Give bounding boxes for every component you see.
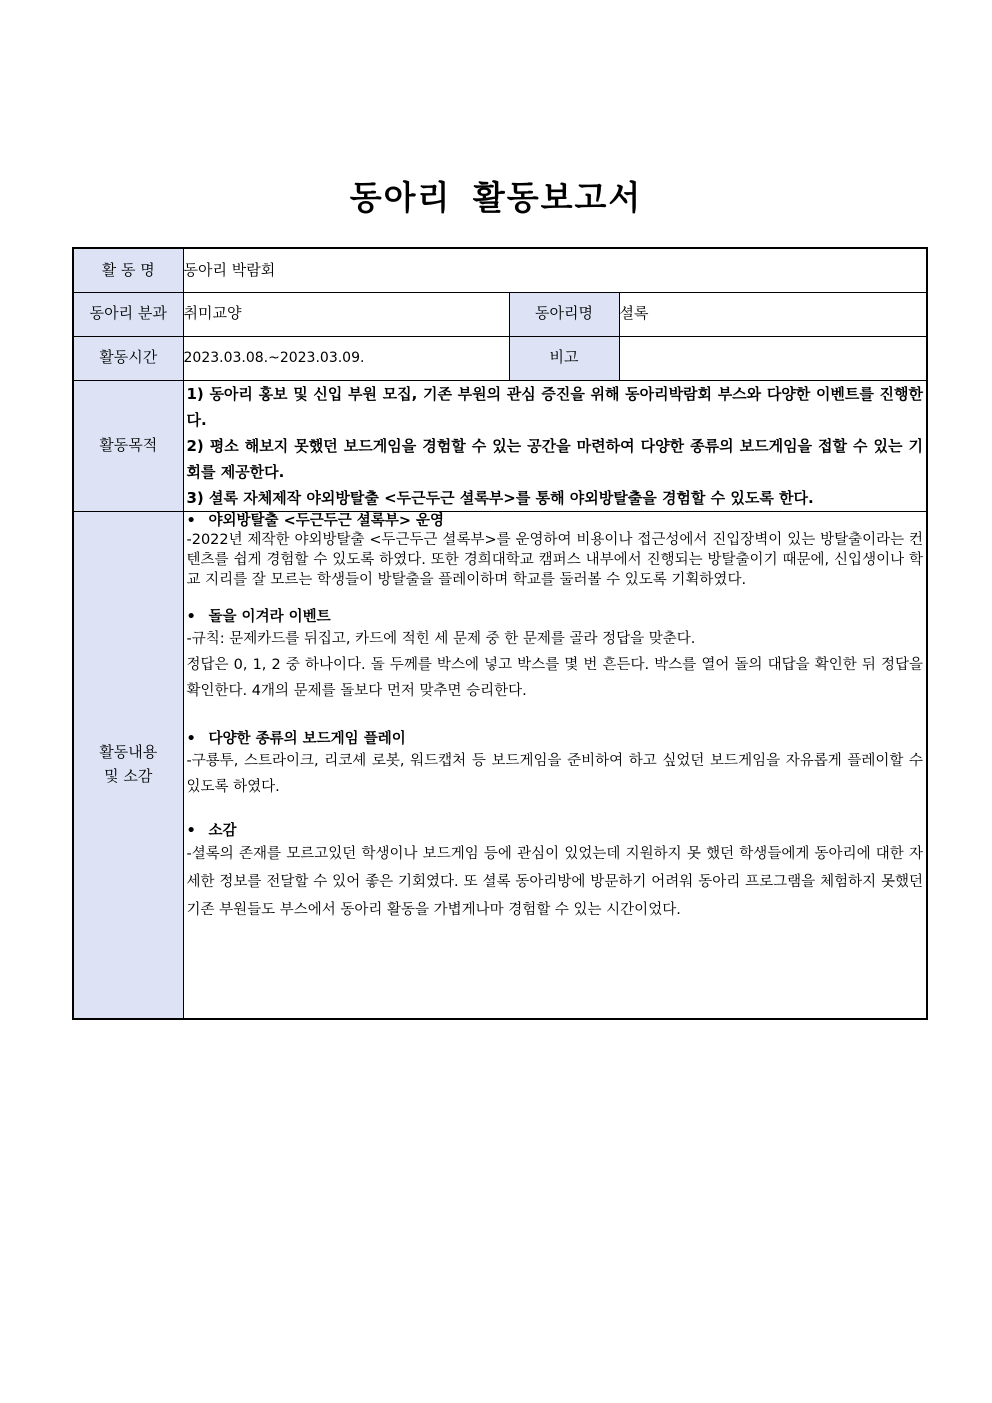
- club-name-value: 셜록: [619, 292, 927, 336]
- section-body-4: -셜록의 존재를 모르고있던 학생이나 보드게임 등에 관심이 있었는데 지원하지 못 했던 학생들에게 동아리에 대한 자세한 정보를 전달할 수 있어 좋은 기회였다. 또 셜록 동아리방에 방문하기 어려워 동아리 프로그램을 체험하지 못했던 기존 부원들도 부스에서 동아리 활동을 가볍게나마 경험할 수 있는 시간이었다.: [186, 845, 924, 918]
- category-label: 동아리 분과: [73, 292, 183, 336]
- section-heading-3: • 다양한 종류의 보드게임 플레이: [186, 730, 406, 747]
- report-table: [72, 247, 928, 1020]
- purpose-item-3: 3) 셜록 자체제작 야외방탈출 <두근두근 셜록부>를 통해 야외방탈출을 경험할 수 있도록 한다.: [186, 488, 814, 507]
- row-category: [73, 292, 927, 336]
- row-content: [73, 511, 927, 1019]
- purpose-item-2: 2) 평소 해보지 못했던 보드게임을 경험할 수 있는 공간을 마련하여 다양한 종류의 보드게임을 접할 수 있는 기회를 제공한다.: [186, 436, 924, 481]
- section-body-2: -규칙: 문제카드를 뒤집고, 카드에 적힌 세 문제 중 한 문제를 골라 정답을 맞춘다.: [186, 630, 696, 647]
- row-purpose: [73, 380, 927, 511]
- note-value: [619, 336, 927, 380]
- purpose-cell: [183, 380, 927, 511]
- section-heading-2: • 돌을 이겨라 이벤트: [186, 608, 331, 625]
- section-heading-1: • 야외방탈출 <두근두근 셜록부> 운영: [186, 512, 445, 529]
- note-label: 비고: [509, 336, 619, 380]
- page-title: 동아리 활동보고서: [349, 178, 643, 217]
- purpose-label: 활동목적: [73, 380, 183, 511]
- section-body-3: -구룡투, 스트라이크, 리코셰 로봇, 워드캡처 등 보드게임을 준비하여 하고 싶었던 보드게임을 자유롭게 플레이할 수 있도록 하였다.: [186, 752, 924, 795]
- time-label: 활동시간: [73, 336, 183, 380]
- club-name-label: 동아리명: [509, 292, 619, 336]
- content-cell: [183, 511, 927, 1019]
- content-label-line-1: 활동내용: [99, 743, 158, 762]
- section-body-2b: 정답은 0, 1, 2 중 하나이다. 돌 두께를 박스에 넣고 박스를 몇 번 흔든다. 박스를 열어 돌의 대답을 확인한 뒤 정답을 확인한다. 4개의 문제를 돌보다 먼저 맞추면 승리한다.: [186, 656, 924, 699]
- time-value: 2023.03.08.~2023.03.09.: [183, 336, 509, 380]
- purpose-item-1: 1) 동아리 홍보 및 신입 부원 모집, 기존 부원의 관심 증진을 위해 동아리박람회 부스와 다양한 이벤트를 진행한다.: [186, 384, 924, 429]
- activity-name-label: 활 동 명: [73, 248, 183, 292]
- content-label-line-2: 및 소감: [104, 766, 153, 785]
- row-activity-name: [73, 248, 927, 292]
- activity-name-value: 동아리 박람회: [183, 248, 927, 292]
- content-label: [73, 511, 183, 1019]
- row-time: [73, 336, 927, 380]
- section-body-1: -2022년 제작한 야외방탈출 <두근두근 셜록부>를 운영하여 비용이나 접근성에서 진입장벽이 있는 방탈출이라는 컨텐츠를 쉽게 경험할 수 있도록 하였다. 또한 경희대학교 캠퍼스 내부에서 진행되는 방탈출이기 때문에, 신입생이나 학교 지리를 잘 모르는 학생들이 방탈출을 플레이하며 학교를 둘러볼 수 있도록 기획하였다.: [186, 531, 924, 588]
- category-value: 취미교양: [183, 292, 509, 336]
- section-heading-4: • 소감: [186, 822, 237, 839]
